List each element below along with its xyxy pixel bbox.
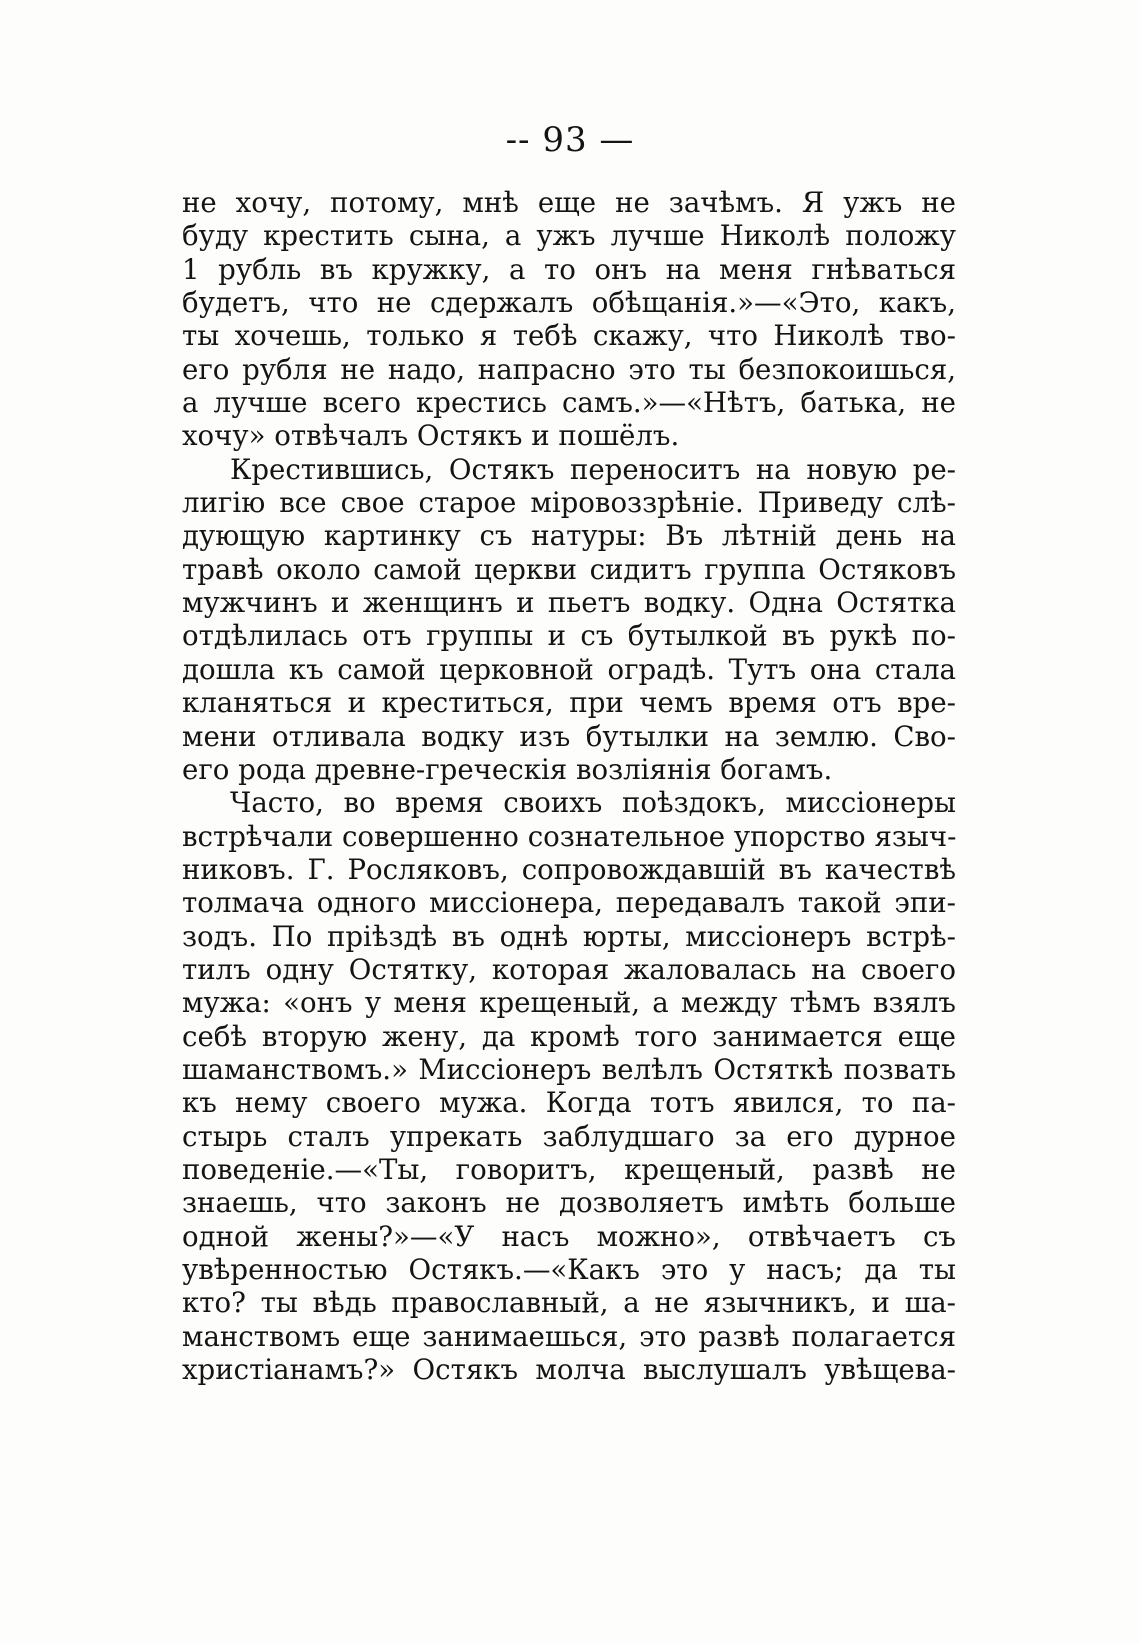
text-line: тилъ одну Остятку, которая жаловалась на своего <box>182 952 956 986</box>
text-line: отдѣлилась отъ группы и съ бутылкой въ рукѣ по- <box>182 619 956 653</box>
text-line: мужа: «онъ у меня крещеный, а между тѣмъ взялъ <box>182 986 956 1020</box>
text-line: будетъ, что не сдержалъ обѣщанія.»—«Это, какъ, <box>182 286 956 320</box>
text-line: кланяться и креститься, при чемъ время отъ вре- <box>182 686 956 720</box>
text-line: травѣ около самой церкви сидитъ группа Остяковъ <box>182 552 956 586</box>
text-line: его рубля не надо, напрасно это ты безпокоишься, <box>182 352 956 386</box>
text-line: дующую картинку съ натуры: Въ лѣтній день на <box>182 519 956 553</box>
page-number: -- 93 — <box>505 120 635 160</box>
text-line: мужчинъ и женщинъ и пьетъ водку. Одна Остятка <box>182 586 956 620</box>
paragraph-1 <box>182 186 956 453</box>
text-line: дошла къ самой церковной оградѣ. Тутъ она стала <box>182 652 956 686</box>
text-line: его рода древне-греческія возліянія богамъ. <box>182 752 833 786</box>
text-line: увѣренностью Остякъ.—«Какъ это у насъ; да ты <box>182 1253 956 1286</box>
paragraph-2 <box>182 453 956 786</box>
text-line: кто? ты вѣдь православный, а не язычникъ, и ша- <box>182 1286 956 1320</box>
text-line: шаманствомъ.» Миссіонеръ велѣлъ Остяткѣ позвать <box>182 1052 956 1086</box>
text-line: христіанамъ?» Остякъ молча выслушалъ увѣщева- <box>182 1353 956 1387</box>
text-line: ты хочешь, только я тебѣ скажу, что Николѣ тво- <box>182 319 956 353</box>
text-line: къ нему своего мужа. Когда тотъ явился, то па- <box>182 1086 956 1120</box>
text-line: буду крестить сына, а ужъ лучше Николѣ положу <box>182 219 956 253</box>
text-line: одной жены?»—«У насъ можно», отвѣчаетъ съ <box>182 1219 956 1253</box>
text-line: Крестившись, Остякъ переноситъ на новую ре- <box>230 452 956 486</box>
text-line: 1 рубль въ кружку, а то онъ на меня гнѣваться <box>182 252 956 286</box>
text-line: Часто, во время своихъ поѣздокъ, миссіонеры <box>230 786 956 820</box>
paragraph-3 <box>182 786 956 1386</box>
text-line: мени отливала водку изъ бутылки на землю. Сво- <box>182 719 956 753</box>
text-line: поведеніе.—«Ты, говоритъ, крещеный, развѣ не <box>182 1152 956 1186</box>
text-line: хочу» отвѣчалъ Остякъ и пошёлъ. <box>182 419 680 453</box>
text-line: встрѣчали совершенно сознательное упорство языч- <box>182 819 957 853</box>
text-line: манствомъ еще занимаешься, это развѣ полагается <box>182 1319 956 1353</box>
text-line: толмача одного миссіонера, передавалъ такой эпи- <box>182 886 956 920</box>
text-line: не хочу, потому, мнѣ еще не зачѣмъ. Я ужъ не <box>182 186 956 219</box>
text-line: лигію все свое старое міровоззрѣніе. Приведу слѣ- <box>182 486 956 520</box>
text-line: никовъ. Г. Росляковъ, сопровождавшій въ качествѣ <box>182 852 956 886</box>
text-line: зодъ. По пріѣздѣ въ однѣ юрты, миссіонеръ встрѣ- <box>182 919 956 953</box>
text-line: себѣ вторую жену, да кромѣ того занимается еще <box>182 1019 956 1053</box>
text-line: а лучше всего крестись самъ.»—«Нѣтъ, батька, не <box>182 386 956 420</box>
body-text <box>182 186 956 1386</box>
text-line: знаешь, что законъ не дозволяетъ имѣть больше <box>182 1186 956 1220</box>
text-line: стырь сталъ упрекать заблудшаго за его дурное <box>182 1119 956 1153</box>
